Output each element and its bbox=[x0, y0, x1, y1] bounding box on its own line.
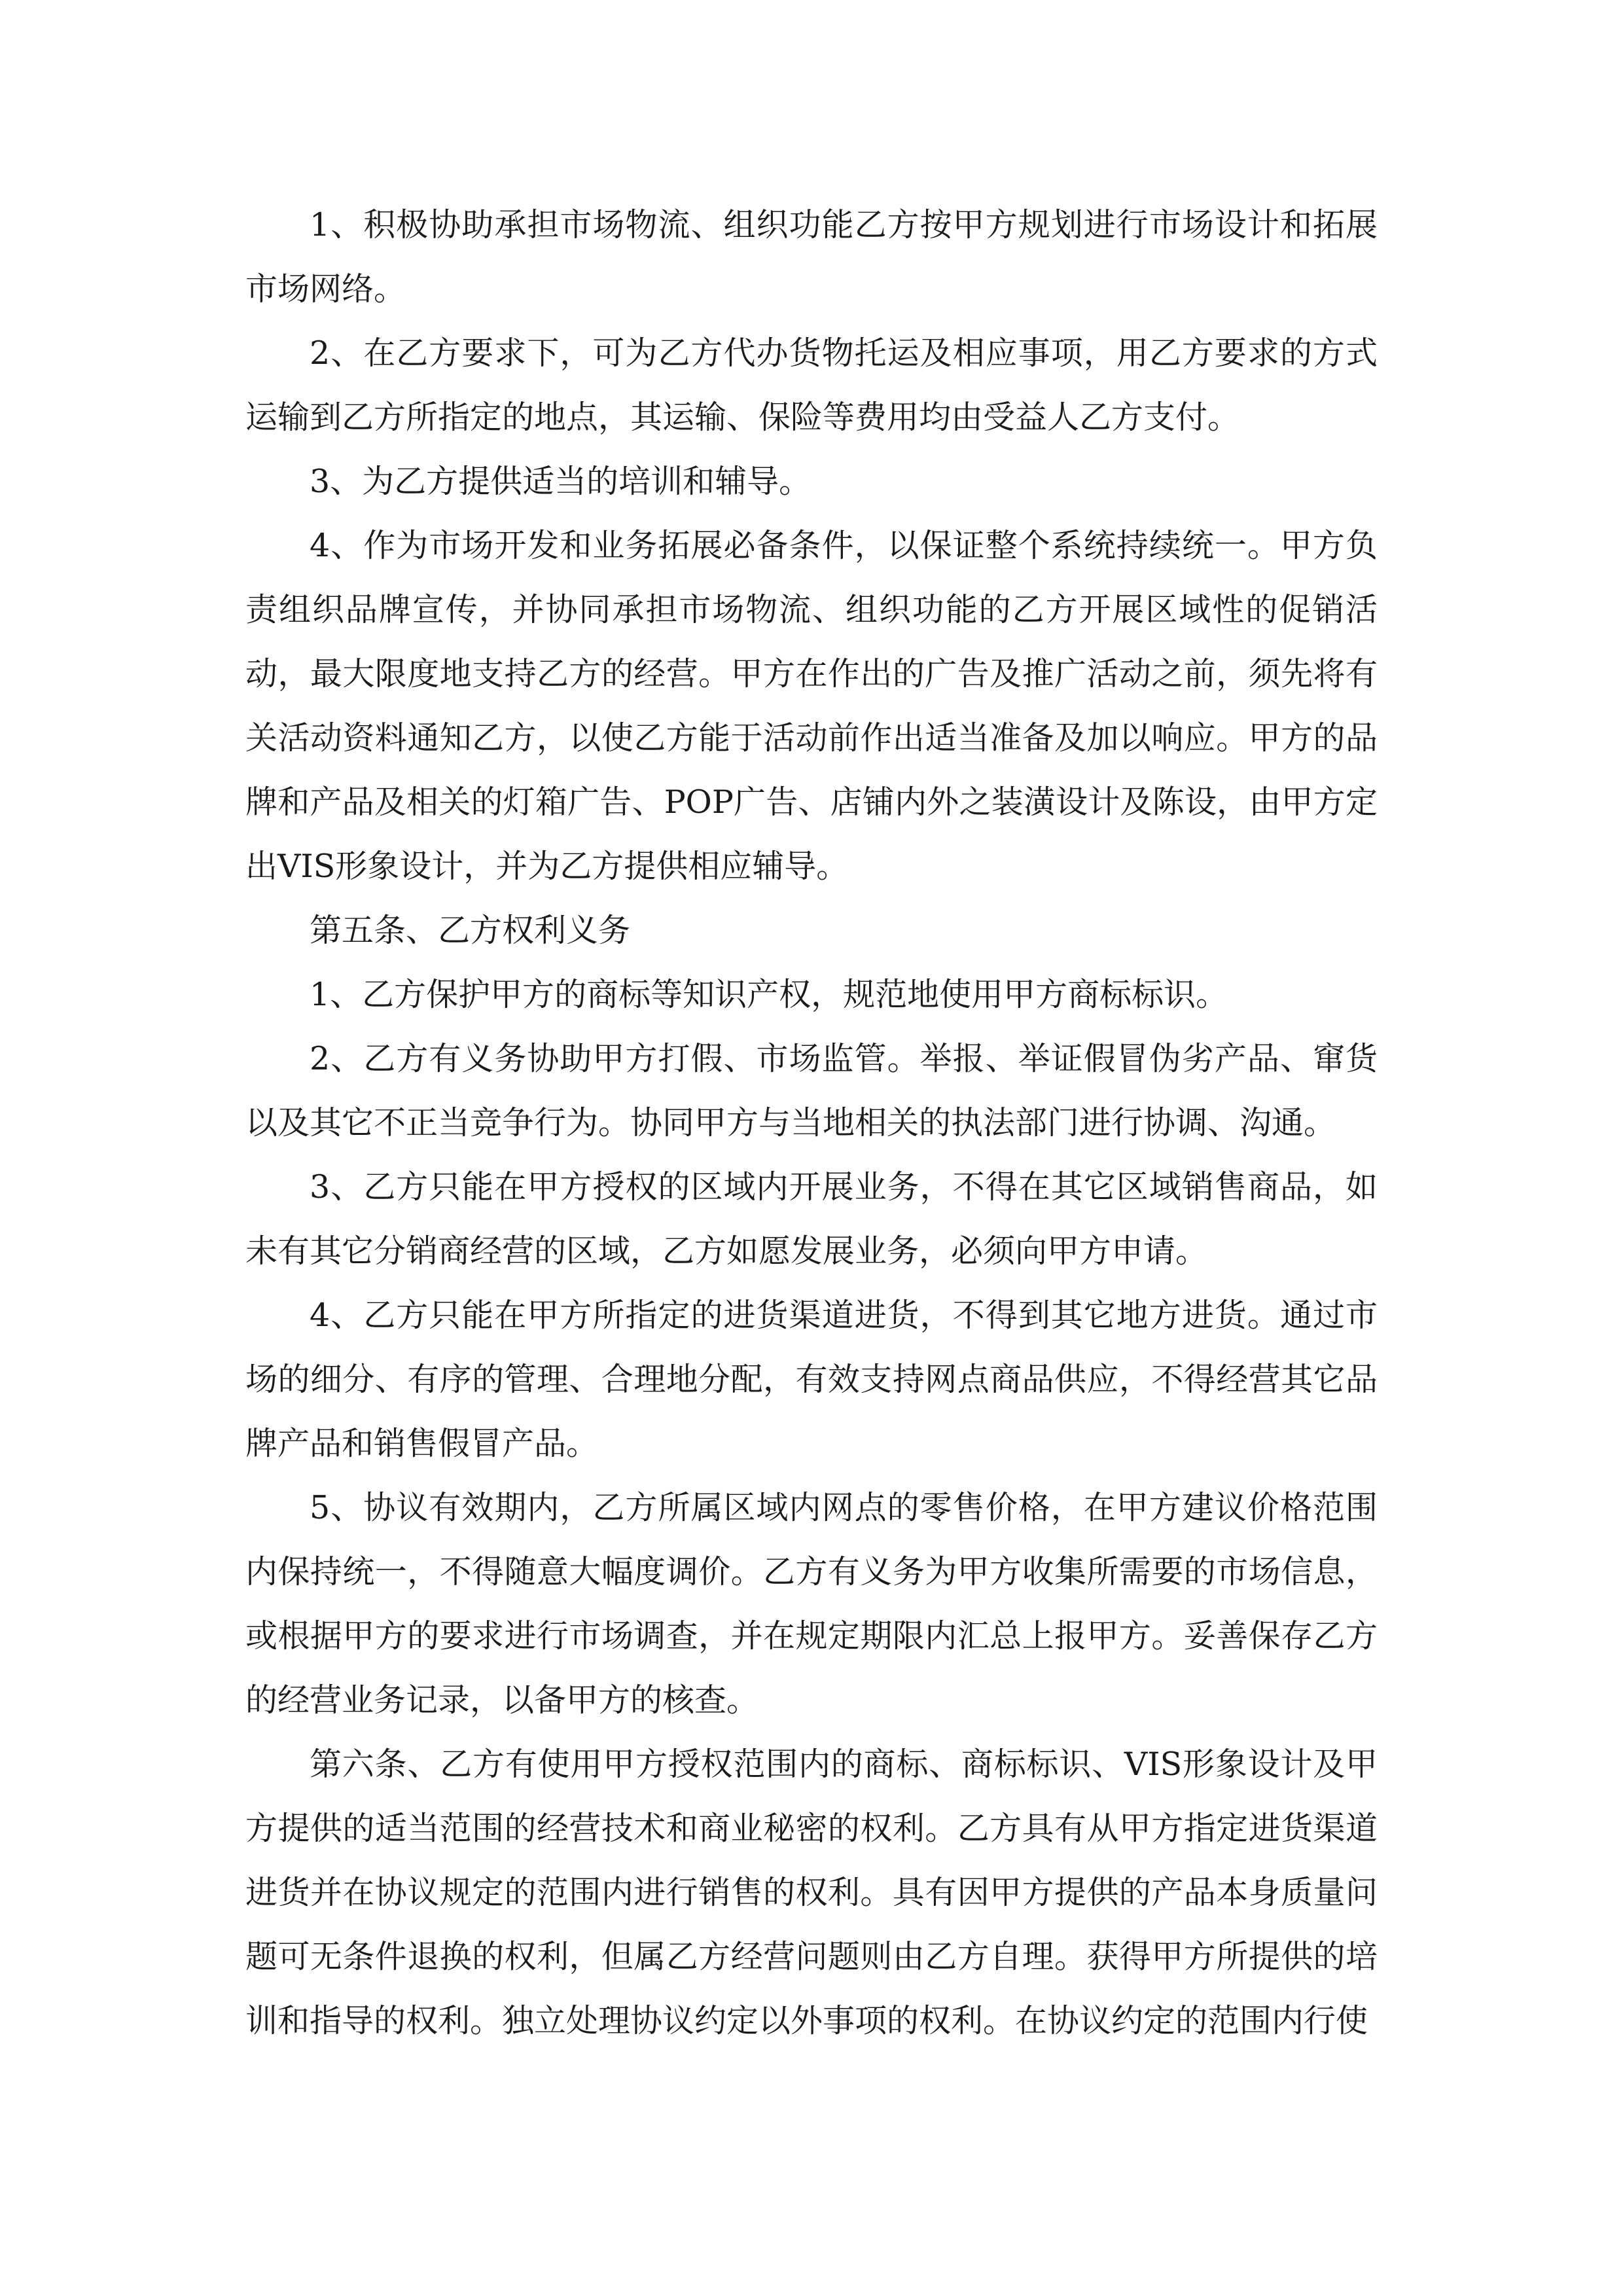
paragraph-2: 2、在乙方要求下，可为乙方代办货物托运及相应事项，用乙方要求的方式运输到乙方所指定的地点，其运输、保险等费用均由受益人乙方支付。 bbox=[245, 334, 1378, 436]
paragraph-article-6: 第六条、乙方有使用甲方授权范围内的商标、商标标识、VIS形象设计及甲方提供的适当范围的经营技术和商业秘密的权利。乙方具有从甲方指定进货渠道进货并在协议规定的范围内进行销售的权利。具有因甲方提供的产品本身质量问题可无条件退换的权利，但属乙方经营问题则由乙方自理。获得甲方所提供的培训和指导的权利。独立处理协议约定以外事项的权利。在协议约定的范围内行使 bbox=[245, 1746, 1378, 2039]
paragraph-5: 1、乙方保护甲方的商标等知识产权，规范地使用甲方商标标识。 bbox=[310, 976, 1228, 1013]
paragraph-6: 2、乙方有义务协助甲方打假、市场监管。举报、举证假冒伪劣产品、窜货以及其它不正当竞争行为。协同甲方与当地相关的执法部门进行协调、沟通。 bbox=[245, 1040, 1378, 1141]
section-heading-article-5: 第五条、乙方权利义务 bbox=[310, 912, 631, 949]
paragraph-9: 5、协议有效期内，乙方所属区域内网点的零售价格，在甲方建议价格范围内保持统一，不得随意大幅度调价。乙方有义务为甲方收集所需要的市场信息，或根据甲方的要求进行市场调查，并在规定期限内汇总上报甲方。妥善保存乙方的经营业务记录，以备甲方的核查。 bbox=[245, 1489, 1378, 1719]
paragraph-4: 4、作为市场开发和业务拓展必备条件，以保证整个系统持续统一。甲方负责组织品牌宣传，并协同承担市场物流、组织功能的乙方开展区域性的促销活动，最大限度地支持乙方的经营。甲方在作出的广告及推广活动之前，须先将有关活动资料通知乙方，以使乙方能于活动前作出适当准备及加以响应。甲方的品牌和产品及相关的灯箱广告、POP广告、店铺内外之装潢设计及陈设，由甲方定出VIS形象设计，并为乙方提供相应辅导。 bbox=[245, 527, 1378, 885]
paragraph-1: 1、积极协助承担市场物流、组织功能乙方按甲方规划进行市场设计和拓展市场网络。 bbox=[245, 206, 1378, 308]
paragraph-7: 3、乙方只能在甲方授权的区域内开展业务，不得在其它区域销售商品，如未有其它分销商经营的区域，乙方如愿发展业务，必须向甲方申请。 bbox=[245, 1168, 1378, 1270]
document-body bbox=[245, 193, 1378, 2053]
paragraph-3: 3、为乙方提供适当的培训和辅导。 bbox=[310, 463, 812, 500]
paragraph-8: 4、乙方只能在甲方所指定的进货渠道进货，不得到其它地方进货。通过市场的细分、有序的管理、合理地分配，有效支持网点商品供应，不得经营其它品牌产品和销售假冒产品。 bbox=[245, 1297, 1378, 1462]
